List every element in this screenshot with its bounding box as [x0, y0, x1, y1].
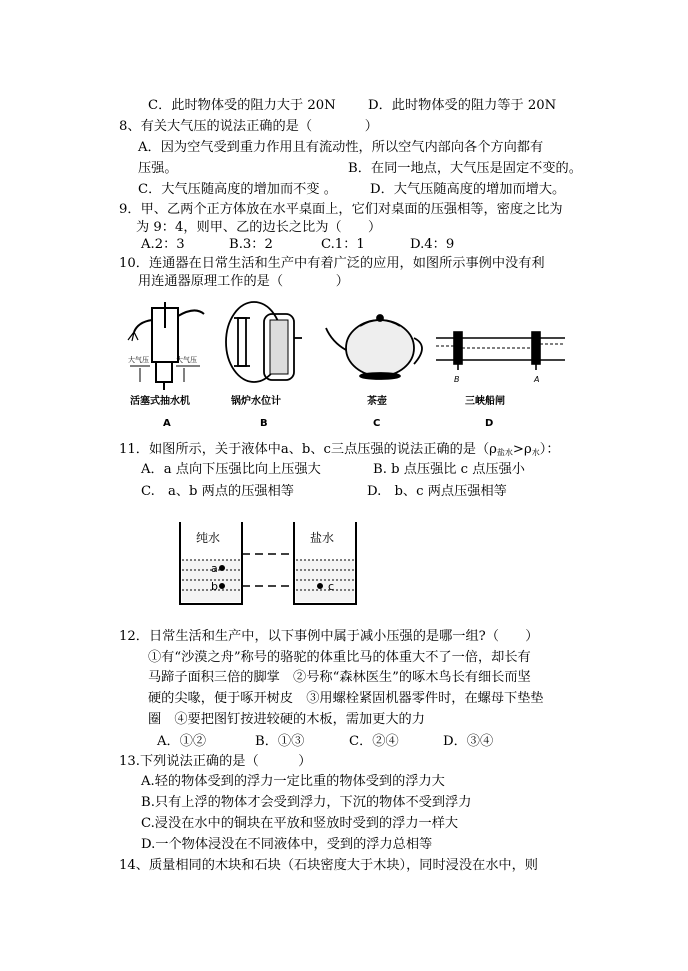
q10-a-label2: 大气压 — [176, 356, 197, 364]
q10-figure-row — [120, 298, 570, 434]
q10-c-caption: 茶壶 — [367, 396, 387, 407]
q13-option-c: C.浸没在水中的铜块在平放和竖放时受到的浮力一样大 — [141, 816, 459, 831]
q10-stem-line1: 10．连通器在日常生活和生产中有着广泛的应用，如图所示事例中没有利 — [119, 256, 545, 271]
point-c-label: c — [328, 580, 335, 593]
q11-option-a: A．a 点向下压强比向上压强大 — [141, 462, 321, 477]
q10-d-label-b: B — [454, 375, 460, 384]
q10-d-caption: 三峡船闸 — [465, 396, 505, 407]
q10-a-letter: A — [163, 418, 171, 429]
q12-body-line4: 圈 ④要把图钉按进较硬的木板，需加更大的力 — [148, 712, 425, 727]
q7-option-d: D．此时物体受的阻力等于 20N — [368, 98, 557, 113]
q10-c-letter: C — [373, 418, 381, 429]
q10-a-caption: 活塞式抽水机 — [130, 396, 190, 407]
left-beaker-label: 纯水 — [196, 531, 221, 545]
q10-d-label-a: A — [534, 375, 540, 384]
q11-option-d: D. b、c 两点压强相等 — [367, 484, 507, 499]
q10-b-letter: B — [260, 418, 268, 429]
q11-stem: 11．如图所示，关于液体中a、b、c三点压强的说法正确的是$(\rho_{盐水}>\rho_水)$： — [119, 442, 560, 457]
q9-option-b: B.3：2 — [229, 237, 273, 252]
q12-option-a: A．①② — [157, 734, 207, 749]
q7-option-c: C．此时物体受的阻力大于 20N — [148, 98, 336, 113]
q10-d-letter: D — [485, 418, 494, 429]
q8-stem: 8、有关大气压的说法正确的是（ ） — [119, 119, 378, 134]
q14-stem: 14、质量相同的木块和石块（石块密度大于木块），同时浸没在水中，则 — [119, 858, 538, 873]
q13-option-d: D.一个物体浸没在不同液体中，受到的浮力总相等 — [141, 837, 433, 852]
q12-body-line1: ①有“沙漠之舟”称号的骆驼的体重比马的体重大不了一倍，却长有 — [148, 650, 531, 665]
q8-option-b: B．在同一地点，大气压是固定不变的。 — [348, 161, 582, 176]
point-b-label: b — [211, 580, 218, 593]
q12-option-d: D．③④ — [443, 734, 494, 749]
q8-option-d: D．大气压随高度的增加而增大。 — [370, 182, 566, 197]
q9-option-a: A.2：3 — [141, 237, 185, 252]
q9-option-d: D.4：9 — [410, 237, 455, 252]
q12-body-line3: 硬的尖喙，便于啄开树皮 ③用螺栓紧固机器零件时，在螺母下垫垫 — [148, 691, 544, 706]
q12-body-line2: 马蹄子面积三倍的脚掌 ②号称“森林医生”的啄木鸟长有细长而坚 — [148, 670, 531, 685]
right-beaker-label: 盐水 — [310, 531, 335, 545]
q13-option-b: B.只有上浮的物体才会受到浮力，下沉的物体不受到浮力 — [141, 795, 472, 810]
q12-stem: 12．日常生活和生产中，以下事例中属于减小压强的是哪一组?（ ） — [119, 629, 539, 644]
q10-a-label1: 大气压 — [128, 356, 149, 364]
point-b-dot — [219, 583, 225, 589]
point-c-dot — [317, 583, 323, 589]
boiler-gauge-figure — [226, 302, 302, 382]
point-a-dot — [219, 565, 225, 571]
piston-pump-figure — [128, 302, 204, 390]
q13-option-a: A.轻的物体受到的浮力一定比重的物体受到的浮力大 — [141, 774, 445, 789]
q9-stem-line2: 为 9：4，则甲、乙的边长之比为（ ） — [136, 220, 382, 235]
ship-lock-figure — [436, 332, 565, 370]
q8-option-a-line1: A．因为空气受到重力作用且有流动性，所以空气内部向各个方向都有 — [138, 140, 544, 155]
q11-option-b: B. b 点压强比 c 点压强小 — [373, 462, 525, 477]
q11-option-c: C. a、b 两点的压强相等 — [141, 484, 294, 499]
q12-option-c: C．②④ — [349, 734, 399, 749]
q9-stem-line1: 9．甲、乙两个正方体放在水平桌面上，它们对桌面的压强相等，密度之比为 — [119, 202, 563, 217]
teapot-figure — [326, 315, 422, 379]
point-a-label: a — [211, 562, 218, 575]
q12-option-b: B．①③ — [255, 734, 305, 749]
q10-stem-line2: 用连通器原理工作的是（ ） — [138, 274, 349, 289]
q8-option-c: C．大气压随高度的增加而不变 。 — [138, 182, 337, 197]
q8-option-a-line2: 压强。 — [138, 161, 178, 176]
q10-b-caption: 锅炉水位计 — [231, 396, 281, 407]
q11-beakers-figure — [170, 518, 370, 610]
q9-option-c: C.1：1 — [321, 237, 365, 252]
q13-stem: 13.下列说法正确的是（ ） — [119, 754, 312, 769]
